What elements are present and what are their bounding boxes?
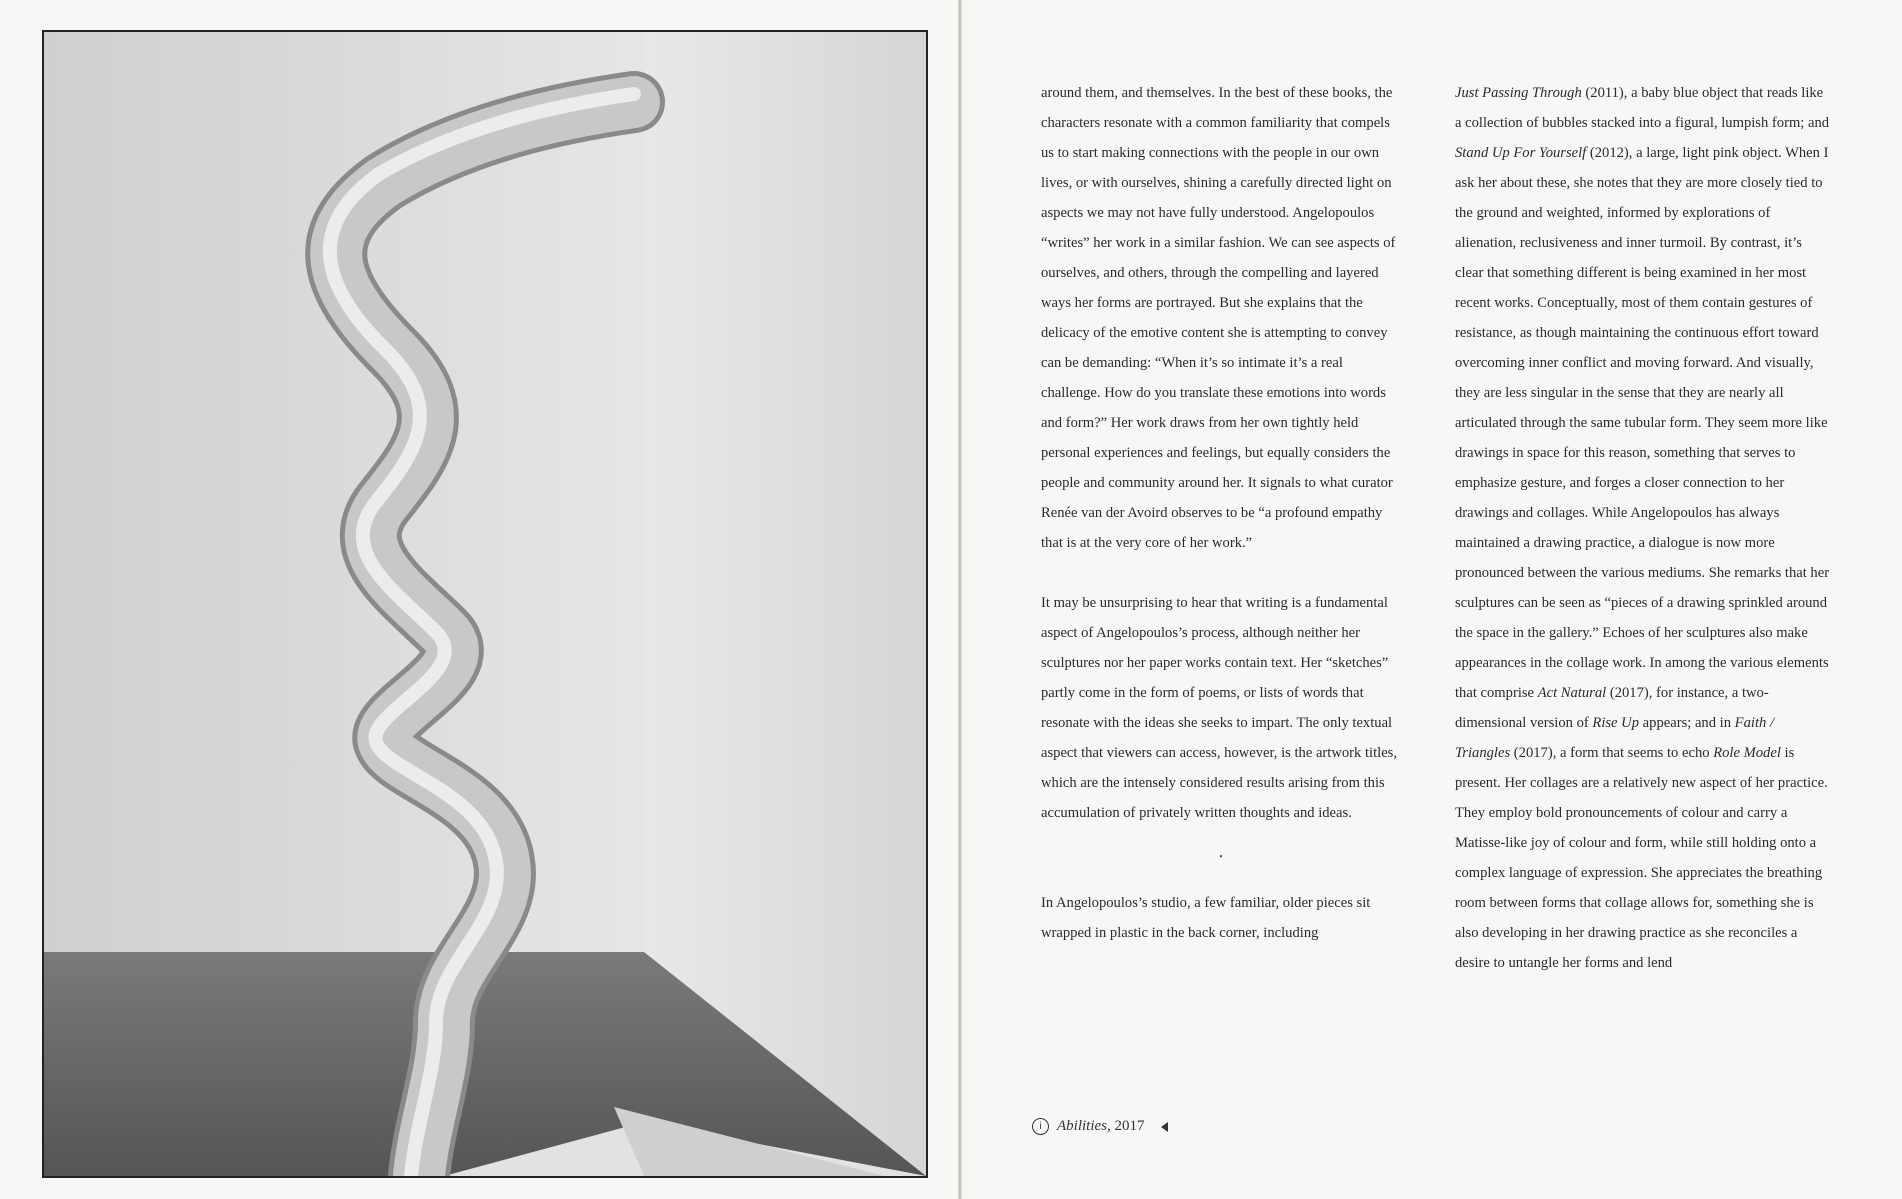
text-run: (2011), a baby blue object that reads like a collection of bubbles stacked into a figural, lumpish form; and	[1455, 85, 1830, 131]
text-column-left	[1041, 78, 1401, 948]
text-run: (2017), for instance, a two-dimensional version of	[1455, 685, 1769, 731]
paragraph	[1455, 78, 1831, 978]
sculpture-image	[44, 32, 926, 1176]
sculpture-photograph	[42, 30, 928, 1178]
image-caption	[1032, 1118, 1168, 1135]
text-run: is present. Her collages are a relatively new aspect of her practice. They employ bold pronouncements of colour and carry a Matisse-like joy of colour and form, while still holding onto a complex language of expression. She appreciates the breathing room between forms that collage allows for, something she is also developing in her drawing practice as she reconciles a desire to untangle her forms and lend	[1455, 745, 1828, 971]
text-column-right	[1455, 78, 1831, 978]
paragraph: around them, and themselves. In the best of these books, the characters resonate with a common familiarity that compels us to start making connections with the people in our own lives, or with ourselves, shining a carefully directed light on aspects we may not have fully understood. Angelopoulos “writes” her work in a similar fashion. We can see aspects of ourselves, and others, through the compelling and layered ways her forms are portrayed. But she explains that the delicacy of the emotive content she is attempting to convey can be demanding: “When it’s so intimate it’s a real challenge. How do you translate these emotions into words and form?” Her work draws from her own tightly held personal experiences and feelings, but equally considers the people and community around her. It signals to what curator Renée van der Avoird observes to be “a profound empathy that is at the very core of her work.”	[1041, 85, 1396, 551]
left-arrow-icon	[1161, 1122, 1168, 1132]
artwork-title: Stand Up For Yourself	[1455, 145, 1587, 161]
artwork-title: Role Model	[1713, 745, 1781, 761]
artwork-title: Rise Up	[1592, 715, 1640, 731]
caption-text	[1057, 1118, 1145, 1135]
text-run: appears; and in	[1639, 715, 1735, 731]
section-break-dot: •	[1219, 852, 1223, 863]
info-icon: i	[1032, 1118, 1049, 1135]
text-run: (2012), a large, light pink object. When I ask her about these, she notes that they are more closely tied to the ground and weighted, informed by explorations of alienation, reclusiveness and inner turmoil. By contrast, it’s clear that something different is being examined in her most recent works. Conceptually, most of them contain gestures of resistance, as though maintaining the continuous effort toward overcoming inner conflict and moving forward. And visually, they are less singular in the sense that they are nearly all articulated through the same tubular form. They seem more like drawings in space for this reason, something that serves to emphasize gesture, and forges a closer connection to her drawings and collages. While Angelopoulos has always maintained a drawing practice, a dialogue is now more pronounced between the various mediums. She remarks that her sculptures can be seen as “pieces of a drawing sprinkled around the space in the gallery.” Echoes of her sculptures also make appearances in the collage work. In among the various elements that comprise	[1455, 145, 1830, 701]
artwork-title: Act Natural	[1537, 685, 1607, 701]
artwork-title: Just Passing Through	[1455, 85, 1582, 101]
paragraph: It may be unsurprising to hear that writing is a fundamental aspect of Angelopoulos’s process, although neither her sculptures nor her paper works contain text. Her “sketches” partly come in the form of poems, or lists of words that resonate with the ideas she seeks to impart. The only textual aspect that viewers can access, however, is the artwork titles, which are the intensely considered results arising from this accumulation of privately written thoughts and ideas.	[1041, 595, 1398, 821]
caption-year: , 2017	[1107, 1118, 1145, 1134]
caption-title: Abilities	[1057, 1118, 1107, 1134]
artwork-title: Faith / Triangles	[1455, 715, 1774, 761]
text-run: (2017), a form that seems to echo	[1510, 745, 1714, 761]
paragraph: In Angelopoulos’s studio, a few familiar, older pieces sit wrapped in plastic in the back corner, including	[1041, 895, 1371, 941]
